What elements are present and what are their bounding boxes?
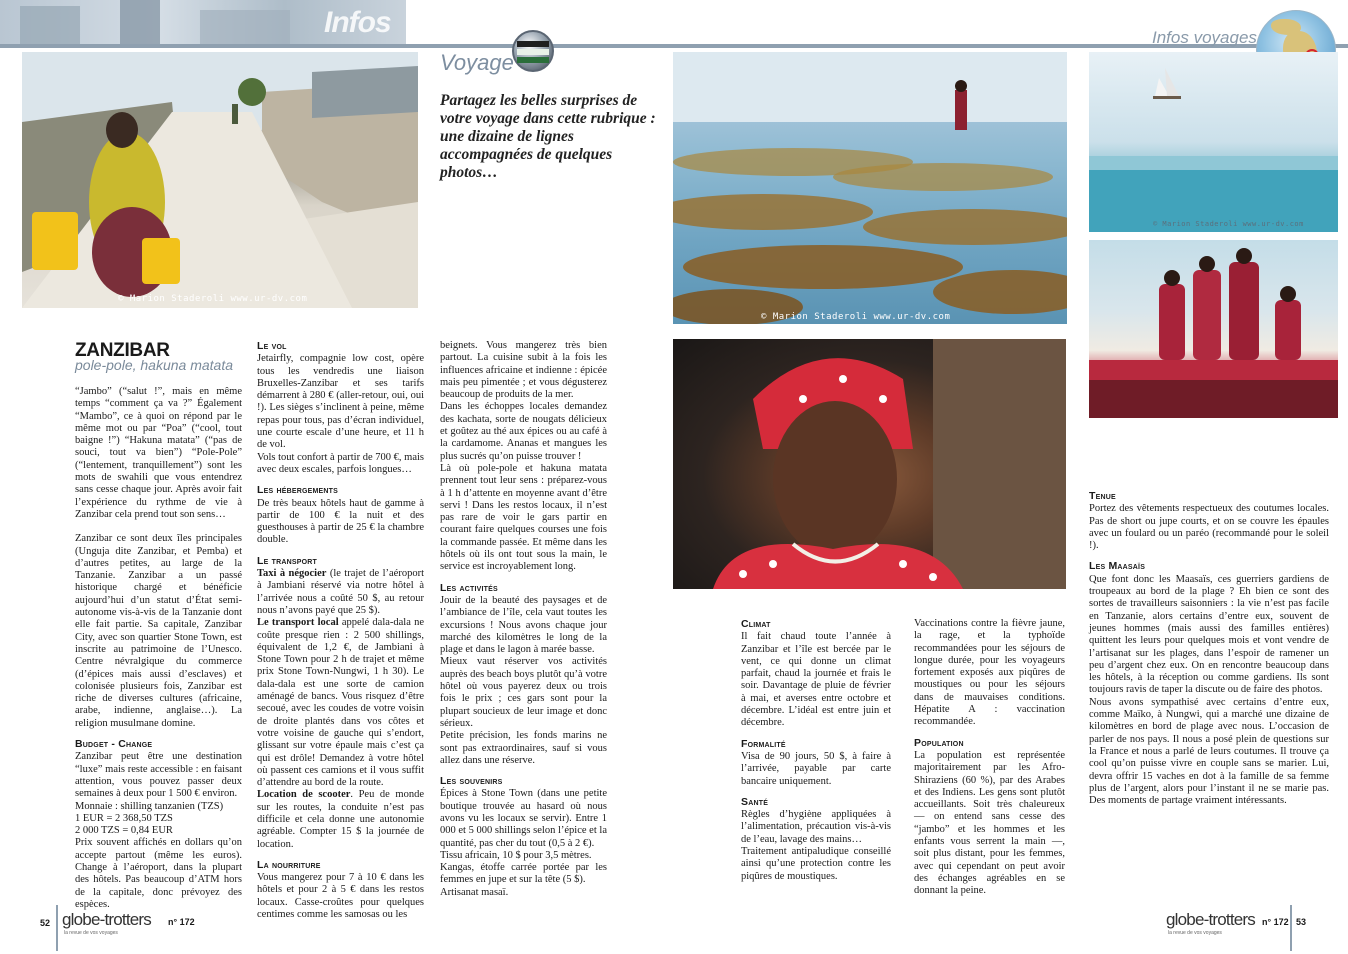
section-heading-population: Population	[914, 736, 964, 749]
section-heading-sante: Santé	[741, 795, 769, 808]
section-heading-souvenirs: Les souvenirs	[440, 775, 503, 788]
paragraph: Monnaie : shilling tanzanien (TZS)	[75, 800, 224, 812]
paragraph: beignets. Vous mangerez très bien partout. La cuisine subit à la fois les influences africaine et indienne : épicée mais peu pimentée ; et vous dégusterez beaucoup de produits de la mer.	[440, 340, 607, 401]
issue-number: n° 172	[168, 917, 195, 927]
paragraph: Épices à Stone Town (dans une petite boutique trouvée au hasard où nous avons vu les locaux se servir). Entre 1 000 et 5 000 shillings selon l’épice et la quantité, pas cher du tout (0,5 à 2 €).	[440, 788, 607, 849]
paragraph: Kangas, étoffe carrée portée par les femmes en jupe et sur la tête (5 $).	[440, 862, 607, 886]
paragraph: Nous avons sympathisé avec certains d’entre eux, comme Maïko, à Nungwi, qui a marché une dizaine de kilomètres en bord de plage avec nous. L’occasion de parler de nos pays. Il nous a posé plein de questions sur la France et nous a parlé de leurs coutumes. Il trouve ça cool qu’on puisse vivre en couple sans se marier. Lui, devra offrir 15 vaches en dot à la famille de sa femme plus de l’argent, alors pour l’instant il ne se marie pas. Des moments de partage vraiment intéressants.	[1089, 696, 1329, 807]
photo-credit: © Marion Staderoli www.ur-dv.com	[761, 312, 951, 322]
paragraph: La population est représentée majoritairement par les Afro-Shiraziens (60 %), par des Arabes et des Indiens. Les gens sont plutôt accueillants. Soit très chaleureux — on entend sans cesse des “jambo” et les hommes et les enfants vous serrent la main —, soit plus distant, pour les femmes, avec qui cependant on peut avoir des échanges agréables en se donnant la peine.	[914, 749, 1065, 897]
section-heading-transport: Le transport	[257, 554, 317, 567]
section-heading-tenue: Tenue	[1089, 490, 1116, 502]
page-number-right: 53	[1296, 917, 1307, 927]
column-2	[257, 340, 424, 921]
paragraph: Dans les échoppes locales demandez des kachata, sorte de nougats délicieux et goûtez au thé aux épices ou au café à la cardamome. Ananas et mangues les plus sucrés qu’on puisse trouver !	[440, 401, 607, 462]
section-label-left: Infos	[324, 6, 391, 39]
section-heading-vol: Le vol	[257, 340, 287, 352]
street-scene-graphic	[22, 52, 418, 308]
section-heading-hebergements: Les hébergements	[257, 484, 338, 497]
beach-dhow-graphic	[1089, 52, 1338, 232]
footer-rule-left	[56, 905, 58, 951]
paragraph: Taxi à négocier (le trajet de l’aéroport à Jambiani réservé via notre hôtel à l’arrivée nous a coûté 50 $, au retour nous n’avons payé que 25 $).	[257, 568, 424, 616]
photo-beach-dhow	[1089, 52, 1338, 232]
paragraph: Règles d’hygiène appliquées à l’alimentation, précaution vis-à-vis de l’eau, lavage des mains…	[741, 809, 891, 845]
header-photo-strip	[0, 0, 406, 44]
paragraph: “Jambo” (“salut !”, mais en même temps “comment ça va ?” Également “Mambo”, ce à quoi on répond par le même mot ou par “Poa” (“cool, tout baigne !”) “Hakuna matata” (“pas de souci, tout va bien”) “Pole-Pole” (“lentement, tranquillement”) sont les mots de swahili que vous entendrez sans cesse chaque jour. Après avoir fait l’expérience du rythme de vie à Zanzibar cela prend tout son sens…	[75, 386, 242, 520]
column-4	[741, 618, 891, 883]
paragraph: Vols tout confort à partir de 700 €, mais avec deux escales, parfois longues…	[257, 451, 424, 475]
paragraph: Traitement antipaludique conseillé ainsi qu’une protection contre les piqûres de moustiques.	[741, 846, 891, 882]
magazine-name: globe-trotters	[62, 910, 151, 929]
paragraph: Là où pole-pole et hakuna matata prennent tout leur sens : préparez-vous à 1 h d’attente en moyenne avant d’être servi ! Dans les restos locaux, il n’est pas rare de voir le gars partir en courant faire quelques courses une fois la commande passée. Et même dans les hôtels où ils ont tout sous la main, le service est incroyablement long.	[440, 462, 607, 573]
issue-number: n° 172	[1262, 917, 1289, 927]
section-label-center: Voyage	[440, 50, 514, 75]
paragraph: 1 EUR = 2 368,50 TZS	[75, 812, 173, 824]
footer-rule-right	[1290, 905, 1292, 951]
paragraph: Location de scooter. Peu de monde sur les routes, la conduite n’est pas difficile et cela donne une autonomie agréable. Compter 15 $ la journée de location.	[257, 789, 424, 850]
inline-label: Le transport local	[257, 617, 339, 629]
paragraph: Portez des vêtements respectueux des coutumes locales. Pas de short ou jupe courts, et on se couvre les épaules avec un foulard ou un paréo (recommandé pour le soleil !).	[1089, 503, 1329, 552]
paragraph: Zanzibar ce sont deux îles principales (Unguja dite Zanzibar, et Pemba) et d’autres petites, au large de la Tanzanie. Zanzibar a un passé historique chargé et bénéficie aujourd’hui d’un statut d’État semi-autonome vis-à-vis de la Tanzanie dont elle fait partie. Sa capitale, Zanzibar City, avec son quartier Stone Town, est inscrite au patrimoine de l’Unesco. Centre névralgique du commerce (d’épices mais aussi d’esclaves) et colonisée plusieurs fois, Zanzibar est riche de diverses cultures (africaine, arabe, indienne, anglaise…). La religion musulmane domine.	[75, 533, 242, 729]
paragraph: Zanzibar peut être une destination “luxe” mais reste accessible : en faisant attention, vous pouvez passer deux semaines à deux pour 1 500 € environ.	[75, 751, 242, 800]
paragraph: 2 000 TZS = 0,84 EUR	[75, 825, 173, 837]
photo-maasai-group	[1089, 240, 1338, 418]
section-heading-formalite: Formalité	[741, 737, 786, 750]
magazine-name: globe-trotters	[1166, 910, 1255, 929]
paragraph: Visa de 90 jours, 50 $, à faire à l’arrivée, payable par carte bancaire uniquement.	[741, 750, 891, 787]
paragraph: Que font donc les Maasaïs, ces guerriers gardiens de troupeaux au bord de la plage ? Eh bien ce sont des sortes de travailleurs saisonniers : la vie n’est pas facile en Tanzanie, alors certains d’entre eux, souvent de jeunes hommes (mais aussi des familles entières) quittent les leurs pour quelques mois et vont vendre de l’artisanat sur les plages, dans l’espoir de ramener un peu d’argent chez eux. On en rencontre beaucoup dans les hôtels, à la réception ou comme gardiens. Ils sont toujours ravis de taper la discute ou de faire des photos.	[1089, 573, 1329, 696]
paragraph: Jetairfly, compagnie low cost, opère tous les vendredis une liaison Bruxelles-Zanzibar et ses tarifs démarrent à 280 € (aller-retour, oui, oui !). Les sièges s’inclinent à peine, même repas pour tous, pas d’écran individuel, une courte escale d’une heure, et 11 h de vol.	[257, 353, 424, 451]
section-heading-maasais: Les Maasaïs	[1089, 560, 1146, 573]
section-heading-climat: Climat	[741, 618, 771, 630]
photo-credit: © Marion Staderoli www.ur-dv.com	[1153, 220, 1304, 228]
paragraph: Le transport local appelé dala-dala ne coûte presque rien : 2 500 shillings, équivalent de 1,2 €, de Jambiani à Stone Town pour 2 h de trajet et même prix Stone Town-Nungwi, 1 h 30). Le dala-dala est une sorte de camion aménagé de bancs. Vous risquez d’être secoué, avec les coudes de votre voisin de droite plantés dans vos côtes et votre voisine de gauche qui s’endort, glissant sur votre épaule mais c’est ça qui est drôle! Demandez à votre hôtel où passent ces camions et il vous suffit d’attendre au bord de la route.	[257, 617, 424, 789]
maasai-group-graphic	[1089, 240, 1338, 418]
column-6	[1089, 490, 1329, 807]
page-number-left: 52	[40, 918, 51, 928]
section-label-right: Infos voyages	[1152, 28, 1257, 47]
seaweed-farm-graphic	[673, 52, 1067, 324]
magazine-tagline: la revue de vos voyages	[1168, 930, 1222, 936]
paragraph: Tissu africain, 10 $ pour 3,5 mètres.	[440, 849, 592, 861]
photo-credit: © Marion Staderoli www.ur-dv.com	[118, 294, 308, 304]
portrait-graphic	[673, 339, 1066, 589]
article-subtitle: pole-pole, hakuna matata	[75, 357, 233, 373]
paragraph: Vous mangerez pour 7 à 10 € dans les hôtels et pour 2 à 5 € dans les restos locaux. Casse-croûtes pour quelques centimes comme les samosas ou les	[257, 872, 424, 921]
paragraph: Artisanat masaï.	[440, 886, 509, 898]
photo-street-woman	[22, 52, 418, 308]
column-3	[440, 340, 607, 899]
article-title: ZANZIBAR	[75, 340, 170, 361]
voyage-badge-icon	[512, 30, 554, 72]
section-heading-activites: Les activités	[440, 581, 498, 594]
paragraph: Vaccinations contre la fièvre jaune, la rage, et la typhoïde recommandées pour les séjours de longue durée, pour les voyageurs fortement exposés aux piqûres de moustiques ou pour les séjours dans de mauvaises conditions. Hépatite A : vaccination recommandée.	[914, 618, 1065, 728]
inline-label: Location de scooter	[257, 789, 351, 801]
photo-seaweed-farm	[673, 52, 1067, 324]
magazine-tagline: la revue de vos voyages	[64, 930, 118, 936]
photo-woman-portrait	[673, 339, 1066, 589]
section-heading-budget: Budget - Change	[75, 738, 153, 751]
paragraph: Il fait chaud toute l’année à Zanzibar et l’île est bercée par le vent, ce qui donne un climat parfait, chaud la journée et frais le soir. Davantage de pluie de février à mai, et averses entre octobre et décembre. L’idéal est entre juin et décembre.	[741, 631, 891, 729]
header-rule-left	[0, 44, 674, 48]
paragraph: Prix souvent affichés en dollars qu’on accepte partout (même les euros). Change à l’aéroport, dans la plupart des hôtels. Pas beaucoup d’ATM hors de la capitale, donc prévoyez des espèces.	[75, 837, 242, 910]
rubric-intro: Partagez les belles surprises de votre voyage dans cette rubrique : une dizaine de lignes accompagnées de quelques photos…	[440, 92, 656, 181]
paragraph: Mieux vaut réserver vos activités auprès des beach boys plutôt qu’à votre hôtel où vous payerez deux ou trois fois le prix ; ces gars sont pour la plupart soucieux de leur image et donc sérieux.	[440, 656, 607, 729]
column-5	[914, 618, 1065, 898]
section-heading-nourriture: La nourriture	[257, 858, 321, 871]
paragraph: Petite précision, les fonds marins ne sont pas extraordinaires, sauf si vous allez dans une réserve.	[440, 730, 607, 766]
paragraph: Jouir de la beauté des paysages et de l’ambiance de l’île, cela vaut toutes les excursions ! Nous avons chaque jour marché des kilomètres le long de la plage et dans le lagon à marée basse.	[440, 594, 607, 656]
paragraph: De très beaux hôtels haut de gamme à partir de 100 € la nuit et des guesthouses à partir de 25 € la chambre double.	[257, 497, 424, 546]
column-1	[75, 386, 242, 911]
inline-label: Taxi à négocier	[257, 568, 327, 580]
